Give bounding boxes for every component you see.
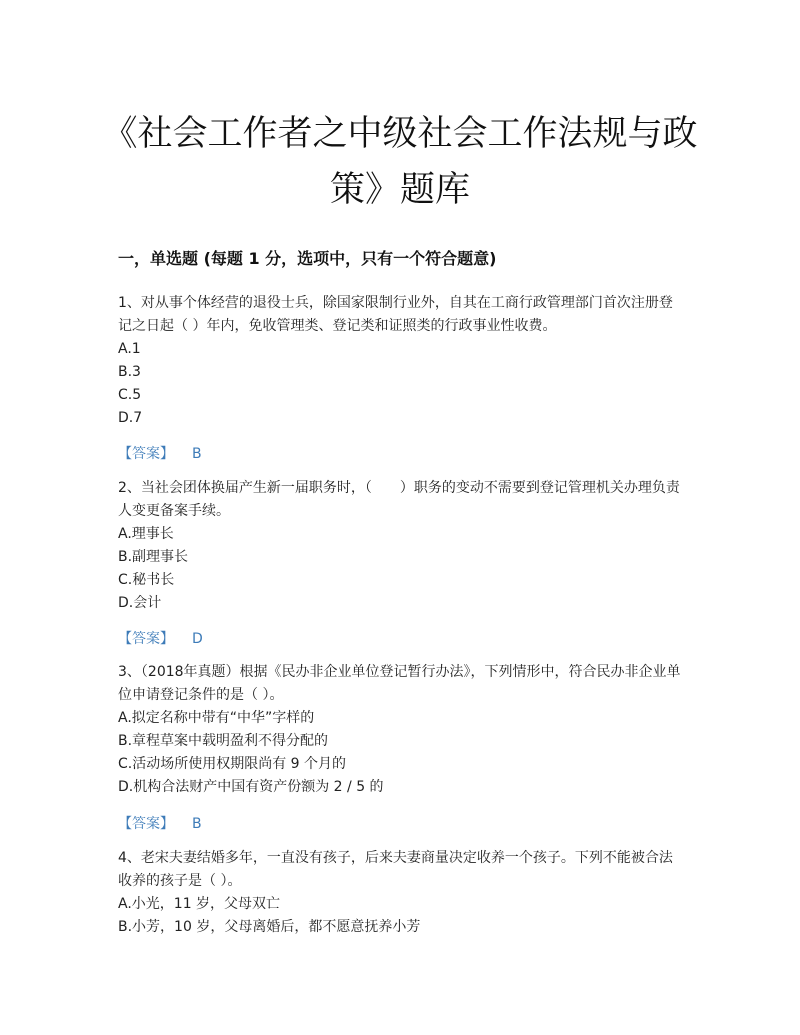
document-title: 《社会工作者之中级社会工作法规与政策》题库 [102, 114, 698, 210]
answer-label: 【答案】 [118, 631, 174, 647]
question-text: 2、当社会团体换届产生新一届职务时，（ ）职务的变动不需要到登记管理机关办理负责人变更备案手续。 [118, 480, 680, 519]
option-a: A.理事长 [118, 526, 174, 542]
option-a: A.小光，11 岁，父母双亡 [118, 896, 281, 912]
option-d: D.7 [118, 410, 143, 426]
option-b: B.小芳，10 岁，父母离婚后，都不愿意抚养小芳 [118, 919, 421, 935]
option-c: C.活动场所使用权期限尚有 9 个月的 [118, 756, 347, 772]
answer-value: D [192, 631, 203, 647]
option-b: B.章程草案中载明盈利不得分配的 [118, 733, 329, 749]
question-text: 1、对从事个体经营的退役士兵，除国家限制行业外，自其在工商行政管理部门首次注册登记之日起（ ）年内，免收管理类、登记类和证照类的行政事业性收费。 [118, 295, 673, 334]
option-c: C.秘书长 [118, 572, 175, 588]
option-b: B.3 [118, 364, 141, 380]
answer-1 [118, 443, 202, 463]
answer-3 [118, 813, 202, 833]
option-d: D.会计 [118, 595, 162, 611]
question-1 [118, 292, 684, 430]
option-a: A.1 [118, 341, 141, 357]
question-4 [118, 847, 684, 939]
answer-value: B [192, 446, 202, 462]
question-text: 3、（2018年真题）根据《民办非企业单位登记暂行办法》，下列情形中，符合民办非企业单位申请登记条件的是（ ）。 [118, 664, 681, 703]
answer-label: 【答案】 [118, 816, 174, 832]
answer-value: B [192, 816, 202, 832]
option-b: B.副理事长 [118, 549, 189, 565]
option-list [118, 523, 684, 615]
question-text: 4、老宋夫妻结婚多年，一直没有孩子，后来夫妻商量决定收养一个孩子。下列不能被合法收养的孩子是（ ）。 [118, 850, 673, 889]
option-c: C.5 [118, 387, 142, 403]
question-3 [118, 661, 684, 799]
answer-2 [118, 628, 203, 648]
answer-label: 【答案】 [118, 446, 174, 462]
option-list [118, 707, 684, 799]
question-2 [118, 477, 684, 615]
option-d: D.机构合法财产中国有资产份额为 2 / 5 的 [118, 779, 384, 795]
option-list [118, 893, 684, 939]
option-list [118, 338, 684, 430]
section-heading: 一，单选题 (每题 1 分，选项中，只有一个符合题意) [118, 249, 497, 268]
option-a: A.拟定名称中带有“中华”字样的 [118, 710, 315, 726]
